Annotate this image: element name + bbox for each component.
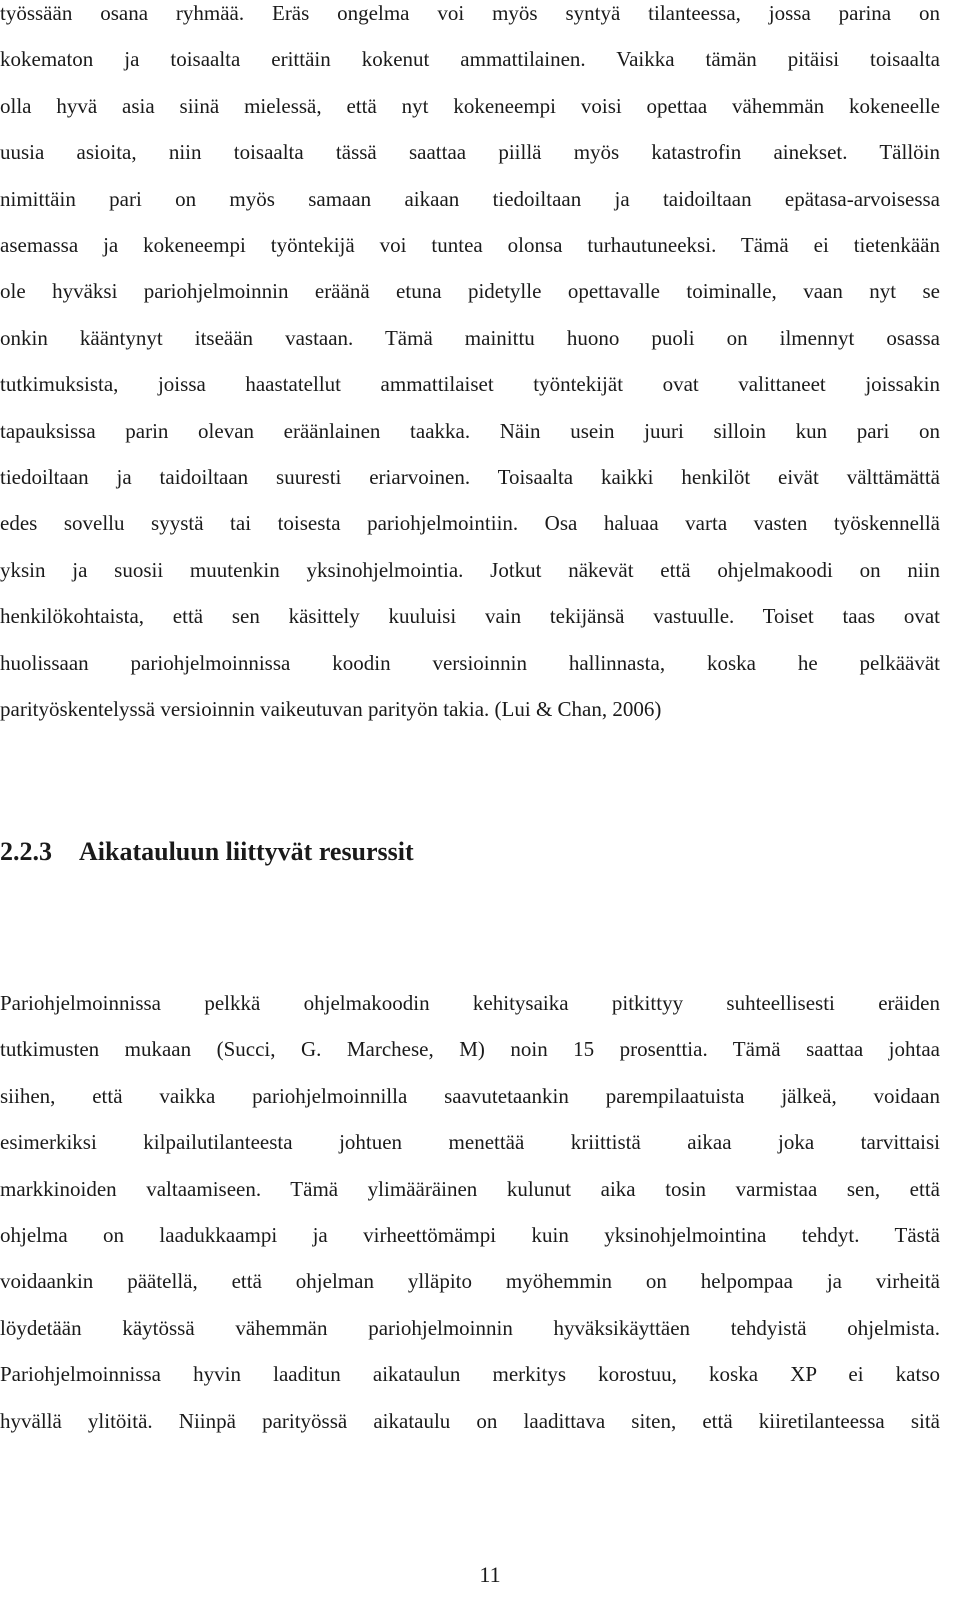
text-line: parityöskentelyssä versioinnin vaikeutuvan parityön takia. (Lui & Chan, 2006) <box>0 697 662 722</box>
text-line: olla hyvä asia siinä mielessä, että nyt kokeneempi voisi opettaa vähemmän kokeneelle <box>0 93 940 118</box>
text-line: Pariohjelmoinnissa hyvin laaditun aikataulun merkitys korostuu, koska XP ei katso <box>0 1362 940 1387</box>
text-line: huolissaan pariohjelmoinnissa koodin versioinnin hallinnasta, koska he pelkäävät <box>0 650 940 675</box>
page-number: 11 <box>479 1562 501 1587</box>
text-line: henkilökohtaista, että sen käsittely kuuluisi vain tekijänsä vastuulle. Toiset taas ovat <box>0 604 940 629</box>
text-line: löydetään käytössä vähemmän pariohjelmoinnin hyväksikäyttäen tehdyistä ohjelmista. <box>0 1315 940 1340</box>
text-line: kokematon ja toisaalta erittäin kokenut ammattilainen. Vaikka tämän pitäisi toisaalta <box>0 47 940 72</box>
text-line: asemassa ja kokeneempi työntekijä voi tuntea olonsa turhautuneeksi. Tämä ei tietenkään <box>0 233 940 258</box>
text-line: tapauksissa parin olevan eräänlainen taakka. Näin usein juuri silloin kun pari on <box>0 418 940 443</box>
section-number: 2.2.3 <box>0 837 52 866</box>
text-line: uusia asioita, niin toisaalta tässä saattaa piillä myös katastrofin ainekset. Tällöin <box>0 140 940 165</box>
body-paragraph-2 <box>0 980 940 1444</box>
body-paragraph-1 <box>0 0 940 733</box>
text-line: tutkimuksista, joissa haastatellut ammattilaiset työntekijät ovat valittaneet joissakin <box>0 372 940 397</box>
text-line: hyvällä ylitöitä. Niinpä parityössä aikataulu on laadittava siten, että kiiretilanteessa sitä <box>0 1408 940 1433</box>
text-line: edes sovellu syystä tai toisesta pariohjelmointiin. Osa haluaa varta vasten työskennellä <box>0 511 940 536</box>
text-line: tiedoiltaan ja taidoiltaan suuresti eriarvoinen. Toisaalta kaikki henkilöt eivät välttämättä <box>0 465 940 490</box>
text-line: siihen, että vaikka pariohjelmoinnilla saavutetaankin parempilaatuista jälkeä, voidaan <box>0 1083 940 1108</box>
text-line: voidaankin päätellä, että ohjelman ylläpito myöhemmin on helpompaa ja virheitä <box>0 1269 940 1294</box>
text-line: työssään osana ryhmää. Eräs ongelma voi myös syntyä tilanteessa, jossa parina on <box>0 1 940 25</box>
text-line: ole hyväksi pariohjelmoinnin eräänä etuna pidetylle opettavalle toiminalle, vaan nyt se <box>0 279 940 304</box>
text-line: esimerkiksi kilpailutilanteesta johtuen menettää kriittistä aikaa joka tarvittaisi <box>0 1130 940 1155</box>
section-heading <box>0 832 414 872</box>
text-line: tutkimusten mukaan (Succi, G. Marchese, M) noin 15 prosenttia. Tämä saattaa johtaa <box>0 1037 940 1062</box>
text-line: ohjelma on laadukkaampi ja virheettömämpi kuin yksinohjelmointina tehdyt. Tästä <box>0 1223 940 1248</box>
text-line: yksin ja suosii muutenkin yksinohjelmointia. Jotkut näkevät että ohjelmakoodi on niin <box>0 557 940 582</box>
text-line: onkin kääntynyt itseään vastaan. Tämä mainittu huono puoli on ilmennyt osassa <box>0 325 940 350</box>
text-line: markkinoiden valtaamiseen. Tämä ylimääräinen kulunut aika tosin varmistaa sen, että <box>0 1176 940 1201</box>
text-line: Pariohjelmoinnissa pelkkä ohjelmakoodin kehitysaika pitkittyy suhteellisesti eräiden <box>0 991 940 1015</box>
section-title: Aikatauluun liittyvät resurssit <box>79 837 414 866</box>
text-line: nimittäin pari on myös samaan aikaan tiedoiltaan ja taidoiltaan epätasa-arvoisessa <box>0 186 940 211</box>
